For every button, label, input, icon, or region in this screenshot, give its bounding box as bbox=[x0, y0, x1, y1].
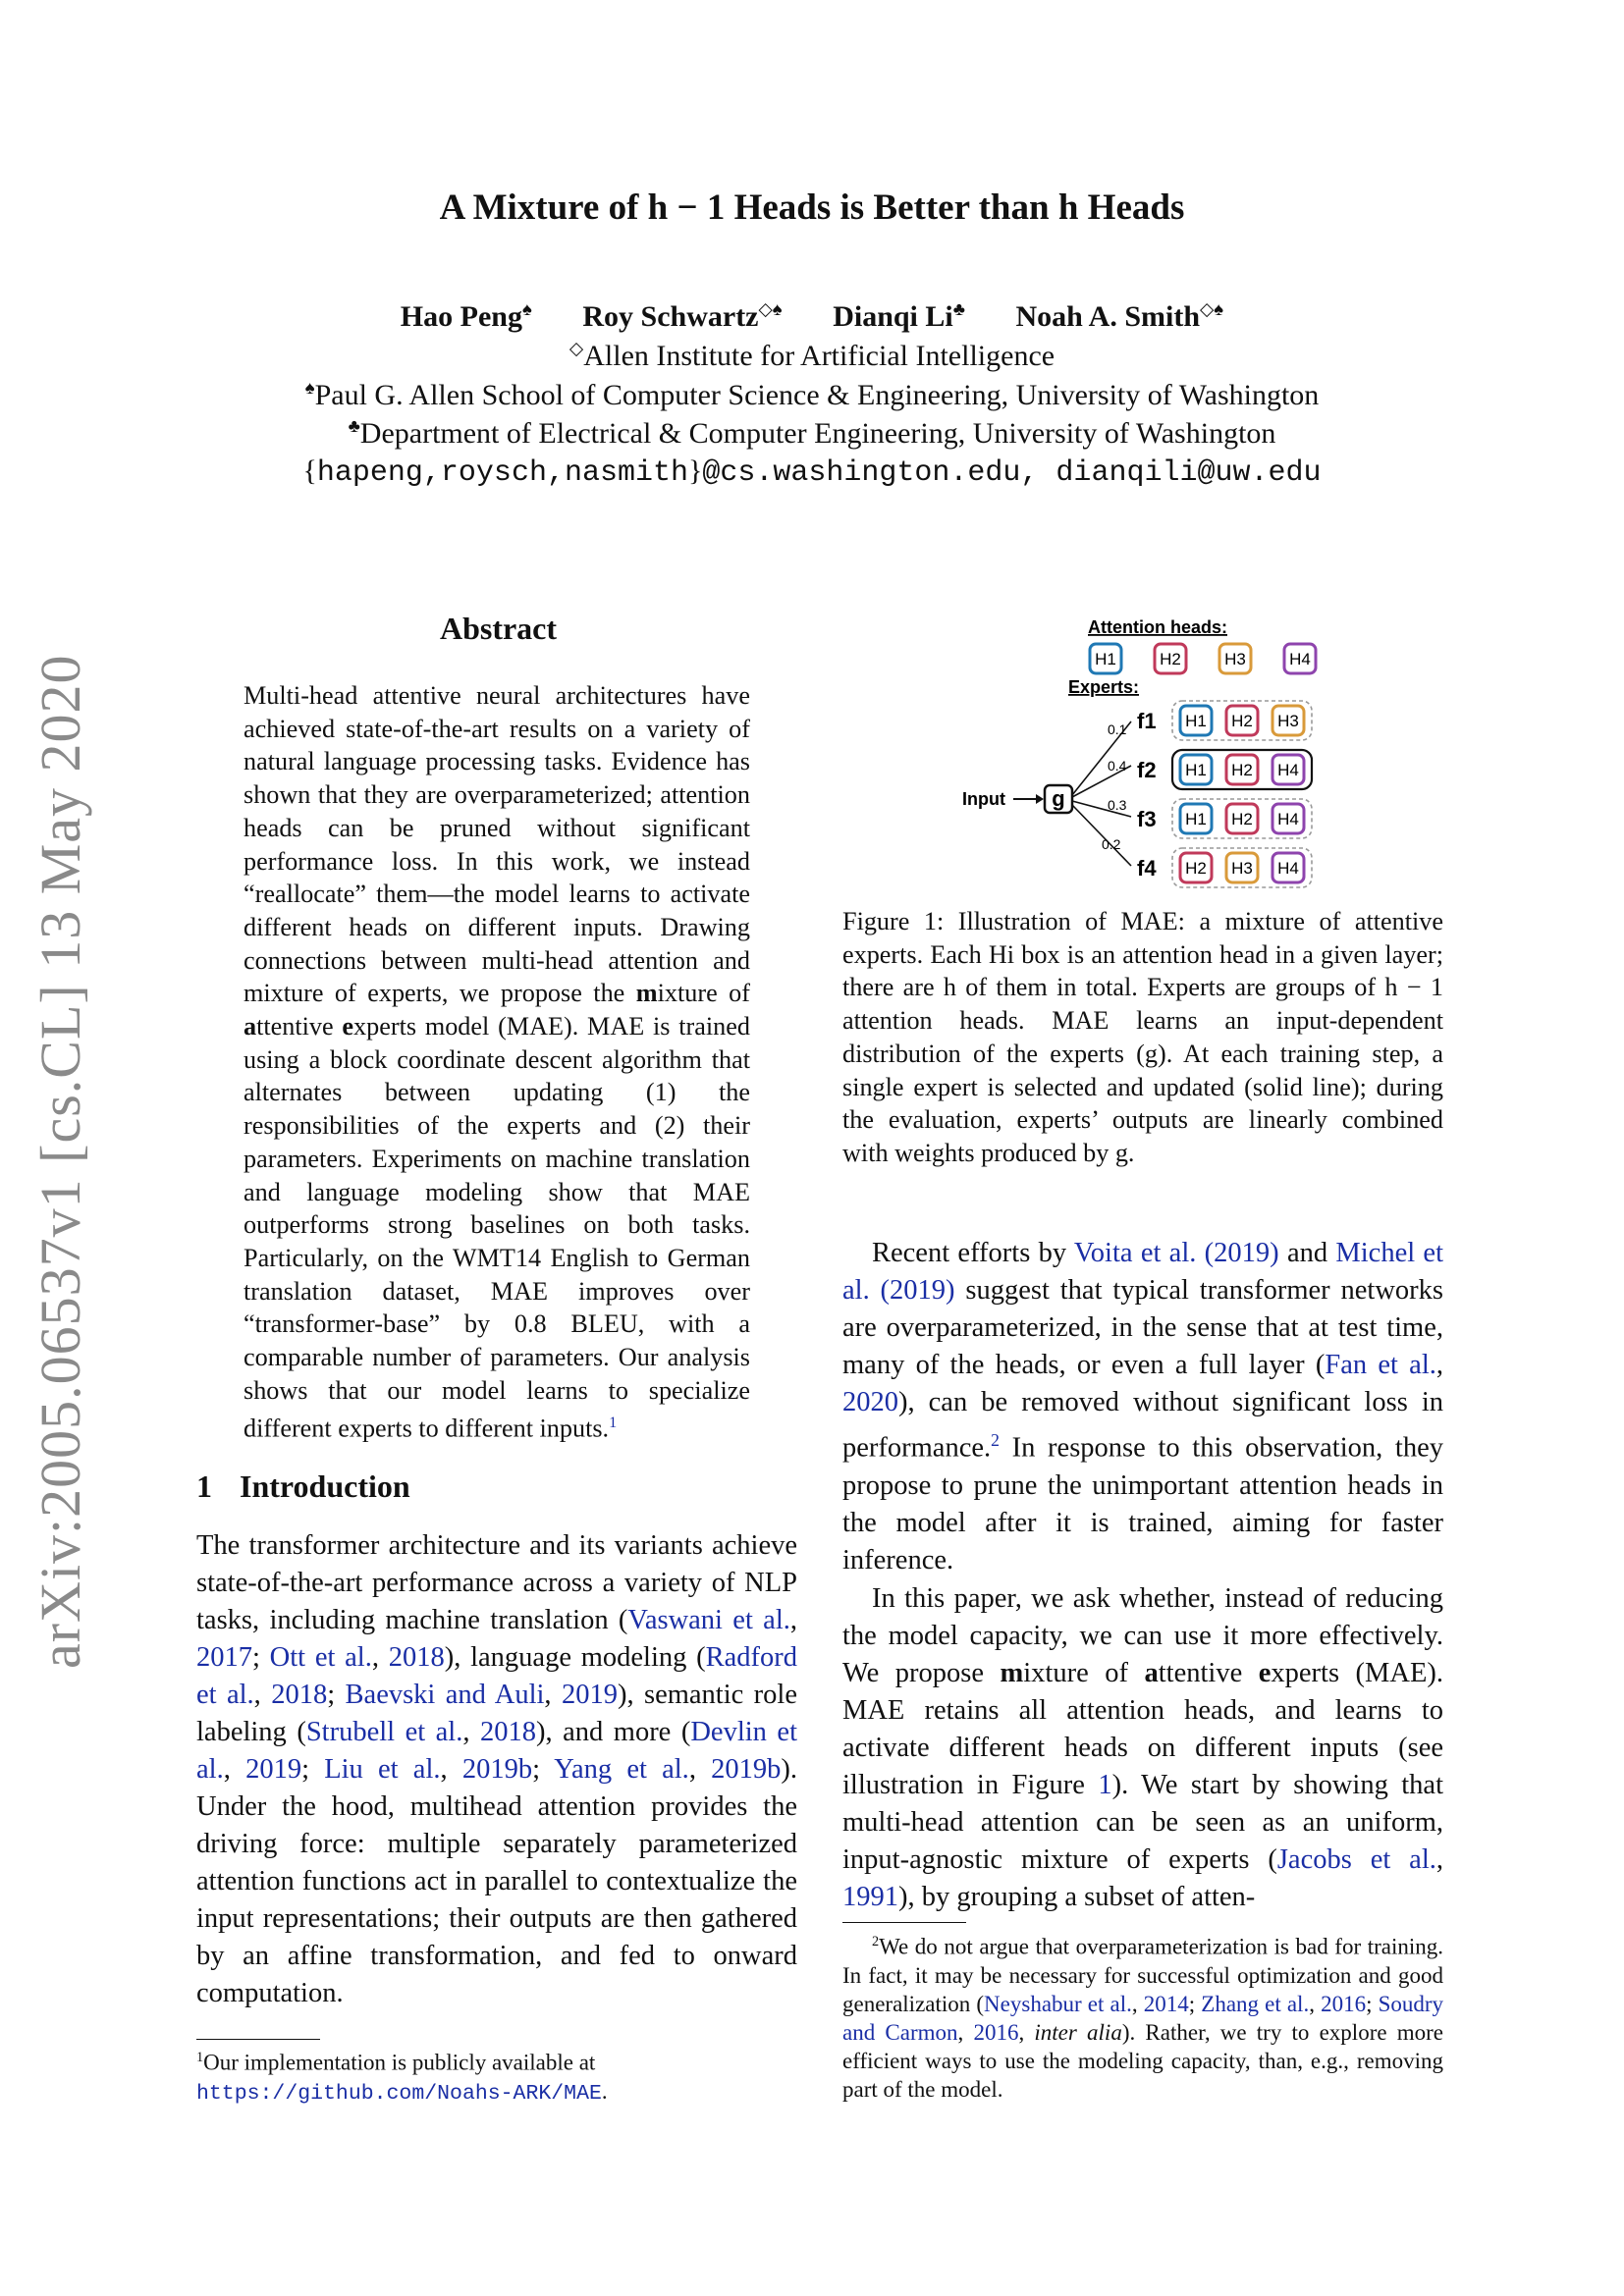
repo-link[interactable]: https://github.com/Noahs-ARK/MAE bbox=[196, 2081, 602, 2106]
paper-title: A Mixture of h − 1 Heads is Better than h Heads bbox=[439, 187, 1185, 228]
citation-link[interactable]: Michel et al. bbox=[842, 1238, 1443, 1306]
affiliation: ♠Paul G. Allen School of Computer Science & Engineering, University of Washington bbox=[304, 378, 1320, 411]
attention-heads-label: Attention heads: bbox=[1088, 617, 1227, 637]
citation-link[interactable]: Devlin et al. bbox=[196, 1717, 797, 1785]
expert-head-label: H2 bbox=[1231, 712, 1253, 730]
citation-link[interactable]: 2016 bbox=[1321, 1991, 1367, 2016]
expert-weight: 0.2 bbox=[1102, 836, 1121, 852]
citation-link[interactable]: 2014 bbox=[1143, 1991, 1189, 2016]
expert-head-label: H2 bbox=[1231, 810, 1253, 828]
section-heading: 1 Introduction bbox=[196, 1468, 410, 1504]
footnote-rule bbox=[842, 1922, 966, 1923]
citation-link[interactable]: Soudry and Carmon bbox=[842, 1991, 1444, 2045]
expert-f2-label: f2 bbox=[1137, 758, 1157, 782]
citation-link[interactable]: Strubell et al. bbox=[305, 1717, 463, 1747]
citation-link[interactable]: 2018 bbox=[479, 1717, 536, 1747]
citation-link[interactable]: 2019 bbox=[245, 1754, 302, 1785]
head-box bbox=[1155, 644, 1186, 673]
expert-head-label: H1 bbox=[1185, 761, 1207, 779]
gate-label: g bbox=[1052, 786, 1065, 811]
citation-link[interactable]: Baevski and Auli bbox=[345, 1680, 545, 1710]
citation-link[interactable]: 2019b bbox=[711, 1754, 782, 1785]
citation-link[interactable]: 2018 bbox=[271, 1680, 328, 1710]
citation-link[interactable]: Fan et al. bbox=[1325, 1350, 1436, 1380]
footnote-ref[interactable]: 1 bbox=[609, 1414, 618, 1432]
expert-head-label: H1 bbox=[1185, 712, 1207, 730]
citation-link[interactable]: Jacobs et al. bbox=[1276, 1844, 1436, 1875]
citation-link[interactable]: 1991 bbox=[842, 1882, 898, 1912]
head-box bbox=[1090, 644, 1121, 673]
citation-link[interactable]: Zhang et al. bbox=[1201, 1991, 1310, 2016]
citation-link[interactable]: 2017 bbox=[196, 1642, 252, 1673]
citation-link[interactable]: Vaswani et al. bbox=[627, 1605, 790, 1635]
expert-head-label: H4 bbox=[1277, 810, 1299, 828]
citation-link[interactable]: Voita et al. bbox=[1073, 1238, 1197, 1268]
body-paragraph: Recent efforts by Voita et al. (2019) and Michel et al. (2019) suggest that typical transformer networks are overparameterized, in the sense that at test time, many of the heads, or even a full layer (Fan et al., 2020), can be removed without significant loss in performance.$^2$ In response to this observation, they propose to prune the unimportant attention heads in the model after it is trained, aiming for faster inference. bbox=[842, 1238, 1444, 1575]
head-h2-label: H2 bbox=[1160, 650, 1181, 668]
experts-label: Experts: bbox=[1068, 677, 1140, 697]
expert-f4-label: f4 bbox=[1137, 856, 1157, 881]
citation-link[interactable]: Radford et al. bbox=[196, 1642, 797, 1710]
footnote-1: $^1$Our implementation is publicly available at https://github.com/Noahs-ARK/MAE. bbox=[196, 2050, 608, 2106]
footnote-2: $^2$We do not argue that overparameterization is bad for training. In fact, it may be necessary for successful optimization and good generalization (Neyshabur et al., 2014; Zhang et al., 2016; Soudry and Carmon, 2016, inter alia). Rather, we try to explore more efficient ways to use the modeling capacity, than, e.g., removing part of the model. bbox=[842, 1934, 1444, 2102]
citation-link[interactable]: Yang et al. bbox=[554, 1754, 689, 1785]
citation-link[interactable]: 2016 bbox=[973, 2019, 1019, 2045]
affiliation: ♣Department of Electrical & Computer Engineering, University of Washington bbox=[348, 416, 1276, 450]
author-emails: {hapeng,roysch,nasmith}@cs.washington.edu, dianqili@uw.edu bbox=[302, 454, 1322, 490]
expert-head-label: H2 bbox=[1231, 761, 1253, 779]
author-name: Roy Schwartz◇♠ bbox=[582, 299, 783, 333]
expert-head-label: H1 bbox=[1185, 810, 1207, 828]
author-list bbox=[0, 299, 1624, 334]
attention-heads-row bbox=[1090, 644, 1316, 673]
expert-head-label: H4 bbox=[1277, 859, 1299, 878]
citation-link[interactable]: Neyshabur et al. bbox=[984, 1991, 1132, 2016]
author-name: Hao Peng♠ bbox=[400, 299, 532, 333]
intro-paragraph: The transformer architecture and its variants achieve state-of-the-art performance across a variety of NLP tasks, including machine translation (Vaswani et al., 2017; Ott et al., 2018), language modeling (Radford et al., 2018; Baevski and Auli, 2019), semantic role labeling (Strubell et al., 2018), and more (Devlin et al., 2019; Liu et al., 2019b; Yang et al., 2019b). Under the hood, multihead attention provides the driving force: multiple separately parameterized attention functions act in parallel to contextualize the input representations; their outputs are then gathered by an affine transformation, and fed to onward computation. bbox=[196, 1530, 798, 2008]
expert-head-label: H2 bbox=[1185, 859, 1207, 878]
head-h3-label: H3 bbox=[1224, 650, 1246, 668]
citation-link[interactable]: 2019 bbox=[561, 1680, 618, 1710]
expert-f1-label: f1 bbox=[1137, 709, 1157, 733]
head-h4-label: H4 bbox=[1289, 650, 1311, 668]
expert-head-label: H3 bbox=[1277, 712, 1299, 730]
citation-link[interactable]: (2019) bbox=[1196, 1238, 1279, 1268]
expert-head-label: H4 bbox=[1277, 761, 1299, 779]
citation-link[interactable]: 2019b bbox=[461, 1754, 533, 1785]
figure-1-diagram bbox=[952, 609, 1345, 903]
head-box bbox=[1284, 644, 1316, 673]
citation-link[interactable]: 2020 bbox=[842, 1387, 898, 1417]
footnote-ref[interactable]: 2 bbox=[991, 1430, 1000, 1450]
expert-weight: 0.1 bbox=[1108, 721, 1127, 737]
expert-weight: 0.4 bbox=[1108, 758, 1127, 774]
expert-head-label: H3 bbox=[1231, 859, 1253, 878]
expert-heads bbox=[1180, 706, 1304, 882]
citation-link[interactable]: Liu et al. bbox=[324, 1754, 441, 1785]
expert-f3-label: f3 bbox=[1137, 807, 1157, 831]
body-paragraph: In this paper, we ask whether, instead of reducing the model capacity, we can use it more effectively. We propose mixture of attentive experts (MAE). MAE retains all attention heads, and learns to activate different heads on different inputs (see illustration in Figure 1). We start by showing that multi-head attention can be seen as an uniform, input-agnostic mixture of experts (Jacobs et al., 1991), by grouping a subset of atten- bbox=[842, 1583, 1444, 1912]
input-label: Input bbox=[962, 789, 1005, 809]
citation-link[interactable]: 2018 bbox=[388, 1642, 445, 1673]
abstract-heading: Abstract bbox=[439, 611, 558, 646]
expert-weight: 0.3 bbox=[1108, 797, 1127, 813]
head-h1-label: H1 bbox=[1095, 650, 1116, 668]
footnote-rule bbox=[196, 2039, 320, 2040]
citation-link[interactable]: Ott et al. bbox=[269, 1642, 372, 1673]
author-name: Noah A. Smith◇♠ bbox=[1015, 299, 1224, 333]
figure-ref-link[interactable]: 1 bbox=[1098, 1770, 1112, 1800]
citation-link[interactable]: (2019) bbox=[869, 1275, 955, 1306]
head-box bbox=[1219, 644, 1251, 673]
affiliation: ◇Allen Institute for Artificial Intelligence bbox=[568, 339, 1056, 372]
input-arrowhead bbox=[1036, 794, 1044, 804]
abstract-body: Multi-head attentive neural architectures have achieved state-of-the-art results on a variety of natural language processing tasks. Evidence has shown that they are overparameterized; attention heads can be pruned without significant performance loss. In this work, we instead “reallocate” them—the model learns to activate different heads on different inputs. Drawing connections between multi-head attention and mixture of experts, we propose the mixture of attentive experts model (MAE). MAE is trained using a block coordinate descent algorithm that alternates between updating (1) the responsibilities of the experts and (2) their parameters. Experiments on machine translation and language modeling show that MAE outperforms strong baselines on both tasks. Particularly, on the WMT14 English to German translation dataset, MAE improves over “transformer-base” by 0.8 BLEU, with a comparable number of parameters. Our analysis shows that our model learns to specialize different experts to different inputs.$^1$ bbox=[244, 681, 750, 1444]
arxiv-stamp: arXiv:2005.06537v1 [cs.CL] 13 May 2020 bbox=[28, 654, 92, 1669]
author-name: Dianqi Li♣ bbox=[833, 299, 965, 333]
figure-1-caption: Figure 1: Illustration of MAE: a mixture of attentive experts. Each Hi box is an attention head in a given layer; there are h of them in total. Experts are groups of h − 1 attention heads. MAE learns an input-dependent distribution of the experts (g). At each training step, a single expert is selected and updated (solid line); during the evaluation, experts’ outputs are linearly combined with weights produced by g. bbox=[842, 907, 1443, 1167]
